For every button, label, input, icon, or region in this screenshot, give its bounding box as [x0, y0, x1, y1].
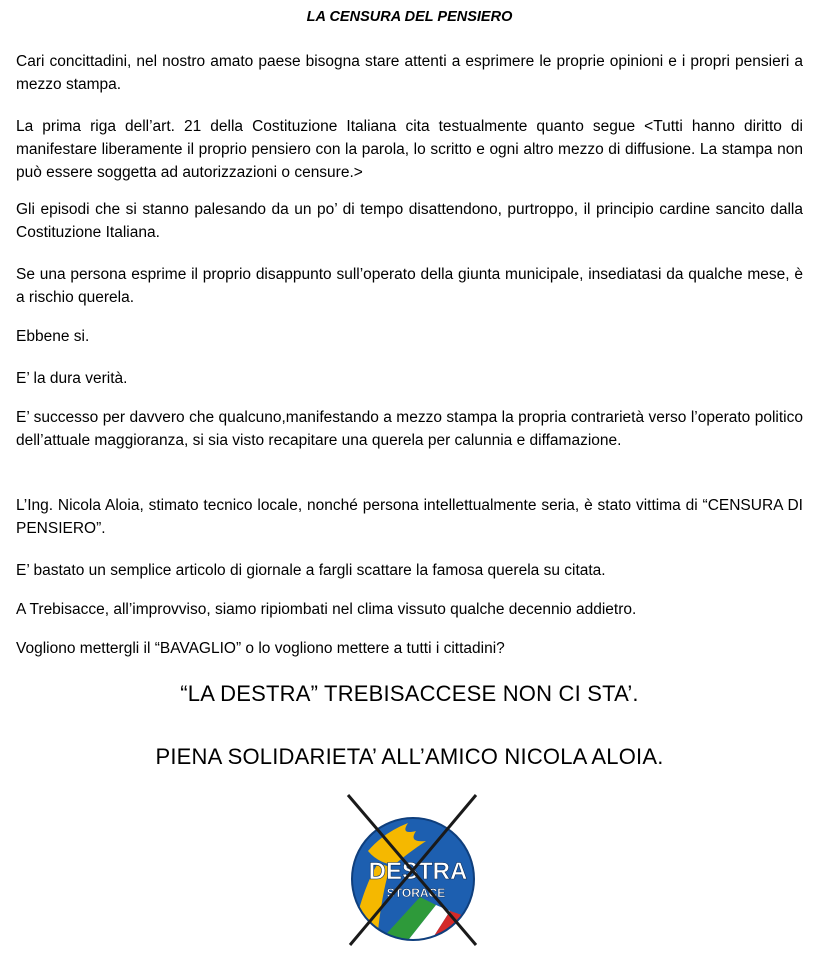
- slogan-la-destra: “LA DESTRA” TREBISACCESE NON CI STA’.: [180, 681, 639, 706]
- slogan-solidarieta: PIENA SOLIDARIETA’ ALL’AMICO NICOLA ALOIA.: [155, 744, 664, 769]
- logo-text-storace: STORACE: [386, 886, 446, 900]
- paragraph-article-21: La prima riga dell’art. 21 della Costituzione Italiana cita testualmente quanto segue <Tutti hanno diritto di manifestare liberamente il proprio pensiero con la parola, lo scritto e ogni altro mezzo di diffusione. La stampa non può essere soggetta ad autorizzazioni o censure.>: [16, 118, 803, 181]
- paragraph-successo: E’ successo per davvero che qualcuno,manifestando a mezzo stampa la propria contrarietà verso l’operato politico dell’attuale maggioranza, si sia visto recapitare una querela per calunnia e diffamazione.: [16, 409, 803, 449]
- paragraph-episodes: Gli episodi che si stanno palesando da un po’ di tempo disattendono, purtroppo, il principio cardine sancito dalla Costituzione Italiana.: [16, 201, 803, 241]
- la-destra-logo-crossed-out: [338, 793, 488, 949]
- paragraph-bavaglio: Vogliono mettergli il “BAVAGLIO” o lo vogliono mettere a tutti i cittadini?: [16, 640, 505, 657]
- logo-text-destra: DESTRA: [368, 858, 468, 885]
- paragraph-articolo: E’ bastato un semplice articolo di giornale a fargli scattare la famosa querela su citata.: [16, 562, 606, 579]
- paragraph-intro: Cari concittadini, nel nostro amato paese bisogna stare attenti a esprimere le proprie opinioni e i propri pensieri a mezzo stampa.: [16, 53, 803, 93]
- paragraph-querela-risk: Se una persona esprime il proprio disappunto sull’operato della giunta municipale, insediatasi da qualche mese, è a rischio querela.: [16, 266, 803, 306]
- paragraph-aloia: L’Ing. Nicola Aloia, stimato tecnico locale, nonché persona intellettualmente seria, è stato vittima di “CENSURA DI PENSIERO”.: [16, 497, 803, 537]
- document-title: LA CENSURA DEL PENSIERO: [306, 9, 513, 25]
- paragraph-dura-verita: E’ la dura verità.: [16, 370, 128, 387]
- paragraph-ebbene: Ebbene si.: [16, 328, 90, 345]
- paragraph-trebisacce: A Trebisacce, all’improvviso, siamo ripiombati nel clima vissuto qualche decennio addietro.: [16, 601, 637, 618]
